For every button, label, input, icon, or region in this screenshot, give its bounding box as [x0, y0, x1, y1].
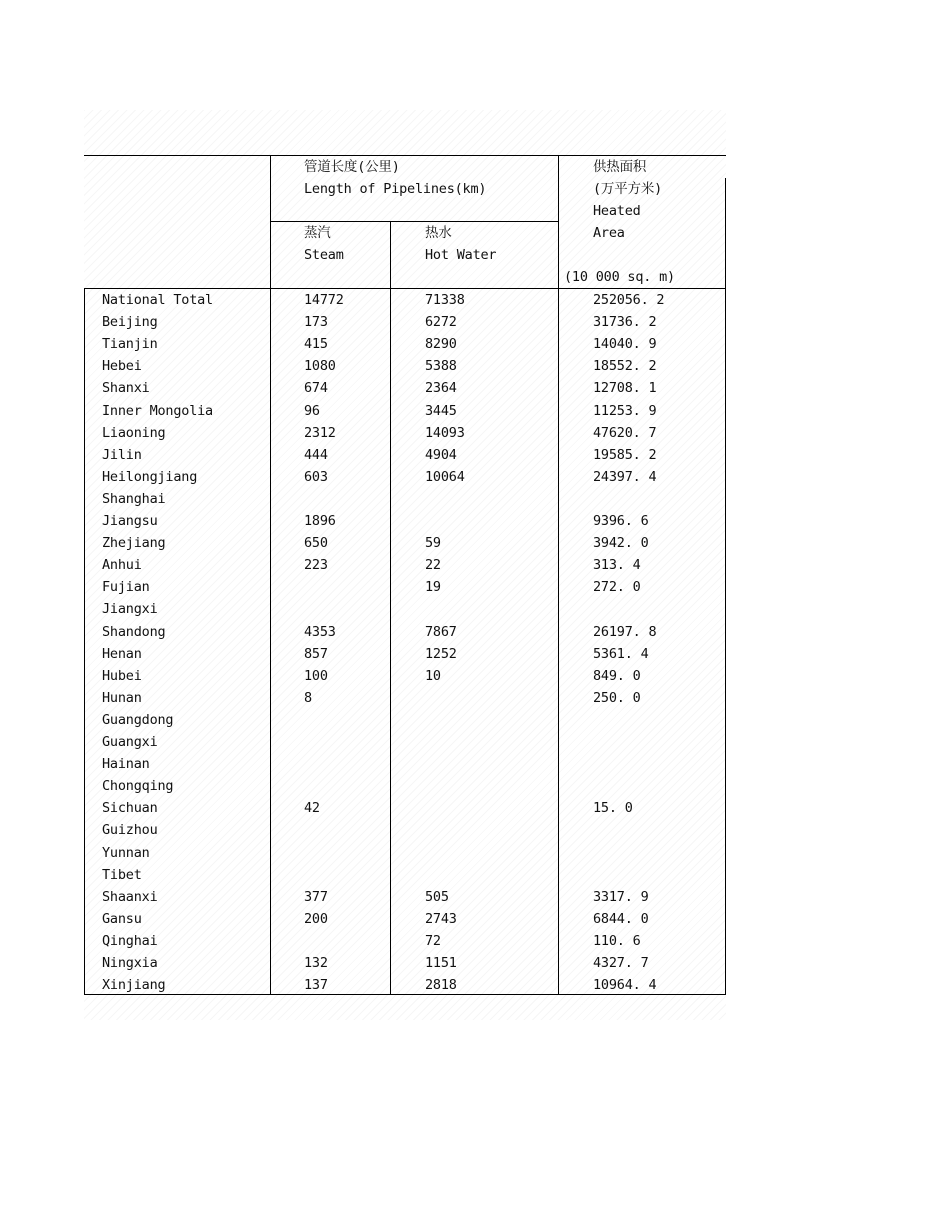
area-header-unit: (10 000 sq. m) [564, 269, 675, 285]
area-cell: 19585. 2 [593, 446, 657, 463]
area-cell: 5361. 4 [593, 645, 649, 662]
area-cell: 3317. 9 [593, 888, 649, 905]
area-cell: 26197. 8 [593, 623, 657, 640]
region-cell: Shanghai [102, 490, 166, 507]
region-cell: Jiangsu [102, 513, 158, 529]
steam-cell: 415 [304, 336, 328, 353]
hotwater-header-en: Hot Water [425, 247, 497, 263]
steam-cell: 444 [304, 446, 328, 463]
hotwater-cell: 5388 [425, 358, 457, 375]
region-cell: Tianjin [102, 336, 158, 353]
region-cell: National Total [102, 292, 213, 308]
region-cell: Shandong [102, 623, 166, 640]
hotwater-cell: 10064 [425, 468, 465, 485]
region-cell: Guangdong [102, 711, 174, 728]
hotwater-cell: 2818 [425, 977, 457, 994]
hotwater-header-cn: 热水 [425, 225, 452, 241]
hotwater-cell: 19 [425, 579, 441, 596]
area-cell: 18552. 2 [593, 358, 657, 375]
steam-cell: 200 [304, 910, 328, 927]
region-cell: Hebei [102, 358, 142, 375]
region-cell: Gansu [102, 910, 142, 927]
area-header-en-2: Area [593, 225, 625, 241]
steam-column-divider [390, 221, 391, 995]
steam-cell: 2312 [304, 424, 336, 441]
left-border [84, 288, 85, 995]
region-cell: Chongqing [102, 778, 174, 795]
steam-cell: 223 [304, 557, 328, 574]
hotwater-cell: 505 [425, 888, 449, 905]
steam-cell: 42 [304, 800, 320, 817]
hotwater-cell: 22 [425, 557, 441, 574]
region-cell: Ningxia [102, 955, 158, 971]
region-cell: Hunan [102, 689, 142, 706]
steam-cell: 8 [304, 689, 312, 706]
hotwater-cell: 72 [425, 932, 441, 949]
area-cell: 12708. 1 [593, 380, 657, 397]
region-cell: Qinghai [102, 932, 158, 949]
hotwater-cell: 8290 [425, 336, 457, 353]
area-cell: 47620. 7 [593, 424, 657, 441]
hotwater-cell: 71338 [425, 292, 465, 308]
hotwater-cell: 2364 [425, 380, 457, 397]
region-cell: Hainan [102, 756, 150, 773]
hotwater-cell: 59 [425, 535, 441, 552]
area-cell: 849. 0 [593, 667, 641, 684]
region-column-divider [270, 155, 271, 995]
hotwater-cell: 1252 [425, 645, 457, 662]
area-cell: 272. 0 [593, 579, 641, 596]
area-cell: 252056. 2 [593, 292, 665, 308]
hotwater-cell: 4904 [425, 446, 457, 463]
pipelines-header-en: Length of Pipelines(km) [304, 181, 487, 197]
steam-header-cn: 蒸汽 [304, 225, 331, 241]
region-cell: Shaanxi [102, 888, 158, 905]
steam-cell: 96 [304, 402, 320, 419]
hotwater-column-divider [558, 155, 559, 995]
steam-cell: 377 [304, 888, 328, 905]
region-cell: Xinjiang [102, 977, 166, 994]
area-cell: 31736. 2 [593, 314, 657, 331]
area-cell: 6844. 0 [593, 910, 649, 927]
region-cell: Liaoning [102, 424, 166, 441]
area-cell: 250. 0 [593, 689, 641, 706]
region-cell: Sichuan [102, 800, 158, 817]
area-cell: 14040. 9 [593, 336, 657, 353]
area-cell: 313. 4 [593, 557, 641, 574]
steam-header-en: Steam [304, 247, 344, 263]
region-cell: Heilongjiang [102, 468, 198, 485]
area-header-cn-2: (万平方米) [593, 181, 663, 197]
steam-cell: 4353 [304, 623, 336, 640]
region-cell: Beijing [102, 314, 158, 331]
region-cell: Anhui [102, 557, 142, 574]
region-cell: Hubei [102, 667, 142, 684]
steam-cell: 132 [304, 955, 328, 971]
area-cell: 11253. 9 [593, 402, 657, 419]
steam-cell: 1080 [304, 358, 336, 375]
region-cell: Guangxi [102, 734, 158, 750]
region-cell: Jilin [102, 446, 142, 463]
hotwater-cell: 6272 [425, 314, 457, 331]
steam-cell: 14772 [304, 292, 344, 308]
region-cell: Henan [102, 645, 142, 662]
area-cell: 4327. 7 [593, 955, 649, 971]
area-cell: 9396. 6 [593, 513, 649, 529]
area-cell: 110. 6 [593, 932, 641, 949]
steam-cell: 1896 [304, 513, 336, 529]
steam-cell: 674 [304, 380, 328, 397]
region-cell: Jiangxi [102, 601, 158, 618]
hotwater-cell: 1151 [425, 955, 457, 971]
area-header-cn-1: 供热面积 [593, 159, 647, 175]
area-cell: 3942. 0 [593, 535, 649, 552]
hotwater-cell: 14093 [425, 424, 465, 441]
area-header-en-1: Heated [593, 203, 641, 219]
steam-cell: 137 [304, 977, 328, 994]
right-border [725, 178, 726, 995]
area-cell: 24397. 4 [593, 468, 657, 485]
hotwater-cell: 7867 [425, 623, 457, 640]
hotwater-cell: 3445 [425, 402, 457, 419]
steam-cell: 857 [304, 645, 328, 662]
steam-cell: 650 [304, 535, 328, 552]
steam-cell: 100 [304, 667, 328, 684]
region-cell: Inner Mongolia [102, 402, 213, 419]
hotwater-cell: 10 [425, 667, 441, 684]
steam-cell: 173 [304, 314, 328, 331]
region-cell: Zhejiang [102, 535, 166, 552]
area-cell: 10964. 4 [593, 977, 657, 994]
pipelines-header-cn: 管道长度(公里) [304, 159, 400, 175]
region-cell: Fujian [102, 579, 150, 596]
region-cell: Yunnan [102, 844, 150, 861]
region-cell: Shanxi [102, 380, 150, 397]
steam-cell: 603 [304, 468, 328, 485]
region-cell: Guizhou [102, 822, 158, 839]
hotwater-cell: 2743 [425, 910, 457, 927]
area-cell: 15. 0 [593, 800, 633, 817]
region-cell: Tibet [102, 866, 142, 883]
